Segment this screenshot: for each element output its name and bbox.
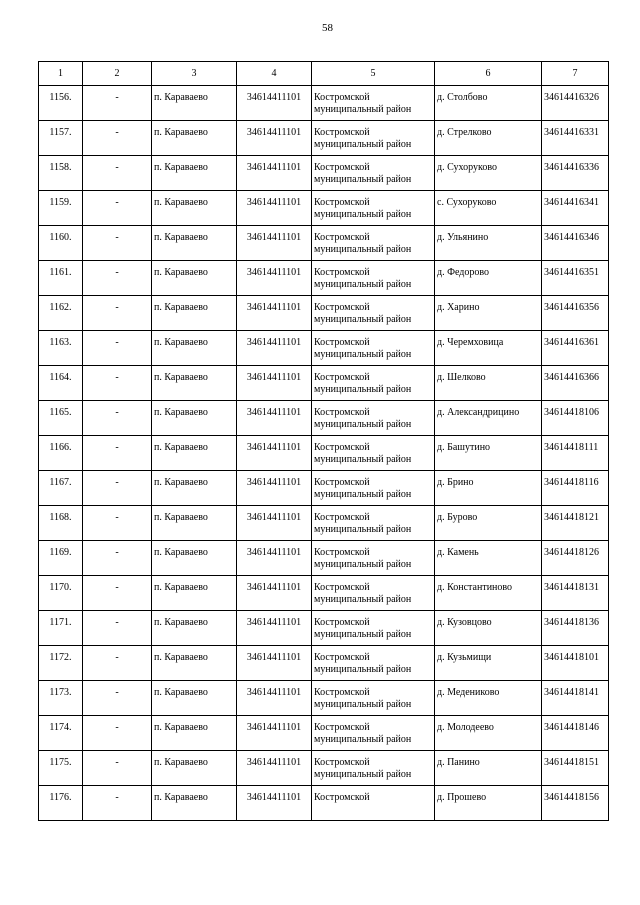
municipality-name: Костромской муниципальный район	[312, 436, 435, 471]
table-row	[39, 191, 609, 226]
row-number: 1170.	[39, 576, 83, 611]
row-dash: -	[83, 401, 152, 436]
municipality-name: Костромской	[312, 786, 435, 821]
settlement-code: 34614411101	[237, 716, 312, 751]
row-number: 1166.	[39, 436, 83, 471]
settlement-code: 34614411101	[237, 296, 312, 331]
locality-name: д. Черемховица	[435, 331, 542, 366]
municipality-name: Костромской муниципальный район	[312, 506, 435, 541]
row-number: 1176.	[39, 786, 83, 821]
oktmo-code: 34614418126	[542, 541, 609, 576]
locality-name: д. Камень	[435, 541, 542, 576]
row-dash: -	[83, 681, 152, 716]
settlement-name: п. Караваево	[152, 226, 237, 261]
settlement-name: п. Караваево	[152, 751, 237, 786]
row-dash: -	[83, 646, 152, 681]
locality-name: д. Брино	[435, 471, 542, 506]
row-number: 1172.	[39, 646, 83, 681]
oktmo-code: 34614418131	[542, 576, 609, 611]
column-header: 6	[435, 62, 542, 86]
settlement-name: п. Караваево	[152, 436, 237, 471]
settlement-code: 34614411101	[237, 471, 312, 506]
settlement-code: 34614411101	[237, 751, 312, 786]
locality-name: д. Башутино	[435, 436, 542, 471]
row-dash: -	[83, 611, 152, 646]
settlement-code: 34614411101	[237, 646, 312, 681]
municipality-name: Костромской муниципальный район	[312, 681, 435, 716]
column-header: 4	[237, 62, 312, 86]
oktmo-code: 34614418116	[542, 471, 609, 506]
municipality-name: Костромской муниципальный район	[312, 156, 435, 191]
settlement-name: п. Караваево	[152, 191, 237, 226]
oktmo-code: 34614418146	[542, 716, 609, 751]
municipality-name: Костромской муниципальный район	[312, 471, 435, 506]
locality-name: д. Александрицино	[435, 401, 542, 436]
municipality-name: Костромской муниципальный район	[312, 261, 435, 296]
settlement-name: п. Караваево	[152, 401, 237, 436]
locality-name: д. Столбово	[435, 86, 542, 121]
settlement-code: 34614411101	[237, 506, 312, 541]
table-row	[39, 506, 609, 541]
table-row	[39, 611, 609, 646]
row-dash: -	[83, 576, 152, 611]
municipality-name: Костромской муниципальный район	[312, 646, 435, 681]
table-row	[39, 541, 609, 576]
oktmo-code: 34614418136	[542, 611, 609, 646]
row-number: 1158.	[39, 156, 83, 191]
settlement-name: п. Караваево	[152, 156, 237, 191]
locality-name: д. Сухоруково	[435, 156, 542, 191]
row-dash: -	[83, 191, 152, 226]
oktmo-code: 34614416336	[542, 156, 609, 191]
table-row	[39, 86, 609, 121]
settlement-code: 34614411101	[237, 86, 312, 121]
row-dash: -	[83, 261, 152, 296]
settlement-name: п. Караваево	[152, 681, 237, 716]
table-body	[39, 86, 609, 821]
locality-name: д. Молодеево	[435, 716, 542, 751]
row-number: 1167.	[39, 471, 83, 506]
table-row	[39, 436, 609, 471]
row-number: 1163.	[39, 331, 83, 366]
oktmo-code: 34614418151	[542, 751, 609, 786]
settlement-code: 34614411101	[237, 681, 312, 716]
table-row	[39, 156, 609, 191]
oktmo-code: 34614418101	[542, 646, 609, 681]
locality-name: д. Константиново	[435, 576, 542, 611]
settlement-code: 34614411101	[237, 226, 312, 261]
row-dash: -	[83, 366, 152, 401]
municipality-name: Костромской муниципальный район	[312, 611, 435, 646]
table-row	[39, 226, 609, 261]
settlement-name: п. Караваево	[152, 296, 237, 331]
table-row	[39, 121, 609, 156]
oktmo-code: 34614418106	[542, 401, 609, 436]
column-header: 5	[312, 62, 435, 86]
table-row	[39, 366, 609, 401]
row-number: 1160.	[39, 226, 83, 261]
locality-name: д. Бурово	[435, 506, 542, 541]
row-number: 1162.	[39, 296, 83, 331]
oktmo-code: 34614416366	[542, 366, 609, 401]
row-number: 1171.	[39, 611, 83, 646]
registry-table	[38, 61, 609, 821]
settlement-name: п. Караваево	[152, 576, 237, 611]
locality-name: д. Прошево	[435, 786, 542, 821]
row-number: 1174.	[39, 716, 83, 751]
municipality-name: Костромской муниципальный район	[312, 541, 435, 576]
settlement-name: п. Караваево	[152, 86, 237, 121]
settlement-name: п. Караваево	[152, 506, 237, 541]
locality-name: д. Ульянино	[435, 226, 542, 261]
municipality-name: Костромской муниципальный район	[312, 296, 435, 331]
table-row	[39, 471, 609, 506]
municipality-name: Костромской муниципальный район	[312, 751, 435, 786]
locality-name: д. Кузьмищи	[435, 646, 542, 681]
oktmo-code: 34614418121	[542, 506, 609, 541]
row-dash: -	[83, 506, 152, 541]
oktmo-code: 34614416346	[542, 226, 609, 261]
oktmo-code: 34614416326	[542, 86, 609, 121]
settlement-name: п. Караваево	[152, 786, 237, 821]
column-header: 7	[542, 62, 609, 86]
row-number: 1164.	[39, 366, 83, 401]
table-row	[39, 261, 609, 296]
settlement-name: п. Караваево	[152, 331, 237, 366]
settlement-code: 34614411101	[237, 401, 312, 436]
row-dash: -	[83, 471, 152, 506]
settlement-code: 34614411101	[237, 541, 312, 576]
table-row	[39, 401, 609, 436]
row-dash: -	[83, 716, 152, 751]
settlement-name: п. Караваево	[152, 646, 237, 681]
row-number: 1159.	[39, 191, 83, 226]
table-row	[39, 331, 609, 366]
table-row	[39, 576, 609, 611]
column-header: 2	[83, 62, 152, 86]
row-dash: -	[83, 86, 152, 121]
row-dash: -	[83, 436, 152, 471]
table-row	[39, 716, 609, 751]
row-number: 1168.	[39, 506, 83, 541]
settlement-code: 34614411101	[237, 261, 312, 296]
settlement-name: п. Караваево	[152, 716, 237, 751]
row-dash: -	[83, 331, 152, 366]
row-dash: -	[83, 541, 152, 576]
table-row	[39, 681, 609, 716]
locality-name: д. Панино	[435, 751, 542, 786]
locality-name: с. Сухоруково	[435, 191, 542, 226]
settlement-name: п. Караваево	[152, 471, 237, 506]
row-dash: -	[83, 226, 152, 261]
municipality-name: Костромской муниципальный район	[312, 366, 435, 401]
locality-name: д. Кузовцово	[435, 611, 542, 646]
municipality-name: Костромской муниципальный район	[312, 716, 435, 751]
oktmo-code: 34614418156	[542, 786, 609, 821]
oktmo-code: 34614416331	[542, 121, 609, 156]
table-row	[39, 751, 609, 786]
oktmo-code: 34614416341	[542, 191, 609, 226]
settlement-code: 34614411101	[237, 366, 312, 401]
row-dash: -	[83, 751, 152, 786]
row-number: 1175.	[39, 751, 83, 786]
table-header-row	[39, 62, 609, 86]
oktmo-code: 34614418111	[542, 436, 609, 471]
settlement-name: п. Караваево	[152, 261, 237, 296]
settlement-code: 34614411101	[237, 121, 312, 156]
row-dash: -	[83, 156, 152, 191]
settlement-code: 34614411101	[237, 611, 312, 646]
row-dash: -	[83, 296, 152, 331]
settlement-code: 34614411101	[237, 331, 312, 366]
settlement-code: 34614411101	[237, 786, 312, 821]
table-row	[39, 646, 609, 681]
settlement-name: п. Караваево	[152, 121, 237, 156]
municipality-name: Костромской муниципальный район	[312, 86, 435, 121]
oktmo-code: 34614418141	[542, 681, 609, 716]
row-number: 1165.	[39, 401, 83, 436]
row-number: 1173.	[39, 681, 83, 716]
row-number: 1169.	[39, 541, 83, 576]
locality-name: д. Шелково	[435, 366, 542, 401]
column-header: 1	[39, 62, 83, 86]
page-number: 58	[322, 22, 333, 34]
settlement-name: п. Караваево	[152, 611, 237, 646]
locality-name: д. Стрелково	[435, 121, 542, 156]
oktmo-code: 34614416351	[542, 261, 609, 296]
row-dash: -	[83, 121, 152, 156]
row-number: 1156.	[39, 86, 83, 121]
settlement-code: 34614411101	[237, 576, 312, 611]
table-row	[39, 786, 609, 821]
settlement-code: 34614411101	[237, 156, 312, 191]
settlement-name: п. Караваево	[152, 541, 237, 576]
settlement-name: п. Караваево	[152, 366, 237, 401]
table-row	[39, 296, 609, 331]
municipality-name: Костромской муниципальный район	[312, 121, 435, 156]
oktmo-code: 34614416356	[542, 296, 609, 331]
municipality-name: Костромской муниципальный район	[312, 401, 435, 436]
locality-name: д. Медениково	[435, 681, 542, 716]
locality-name: д. Федорово	[435, 261, 542, 296]
municipality-name: Костромской муниципальный район	[312, 191, 435, 226]
locality-name: д. Харино	[435, 296, 542, 331]
row-number: 1157.	[39, 121, 83, 156]
row-number: 1161.	[39, 261, 83, 296]
municipality-name: Костромской муниципальный район	[312, 226, 435, 261]
municipality-name: Костромской муниципальный район	[312, 576, 435, 611]
municipality-name: Костромской муниципальный район	[312, 331, 435, 366]
settlement-code: 34614411101	[237, 191, 312, 226]
column-header: 3	[152, 62, 237, 86]
oktmo-code: 34614416361	[542, 331, 609, 366]
row-dash: -	[83, 786, 152, 821]
settlement-code: 34614411101	[237, 436, 312, 471]
